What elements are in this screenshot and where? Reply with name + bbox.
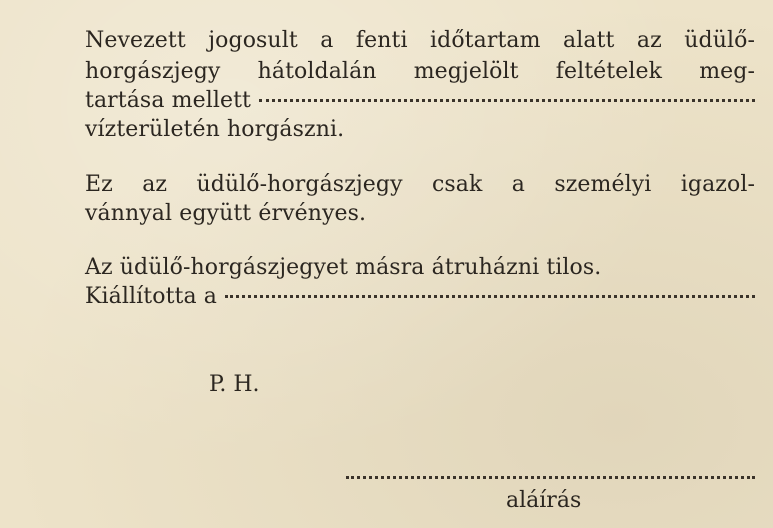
water-area-fill-line (259, 99, 755, 102)
signature-line (346, 476, 755, 479)
para1-line2: horgászjegy hátoldalán megjelölt feltételek meg- (85, 59, 755, 84)
para1-line3 (85, 88, 755, 114)
para1-line4: vízterületén horgászni. (85, 117, 345, 142)
stamp-place-label: P. H. (209, 372, 260, 397)
para1-line3-text: tartása mellett (85, 88, 251, 113)
issued-by-label: Kiállította a (85, 284, 217, 309)
para2-line1: Ez az üdülő-horgászjegy csak a személyi igazol- (85, 172, 755, 197)
issuer-fill-line (225, 295, 755, 298)
para1-line1: Nevezett jogosult a fenti időtartam alatt az üdülő- (85, 28, 755, 53)
para3-line1: Az üdülő-horgászjegyet másra átruházni tilos. (85, 255, 602, 280)
para3-line2 (85, 284, 755, 310)
signature-label: aláírás (506, 488, 582, 513)
para2-line2: vánnyal együtt érvényes. (85, 201, 367, 226)
